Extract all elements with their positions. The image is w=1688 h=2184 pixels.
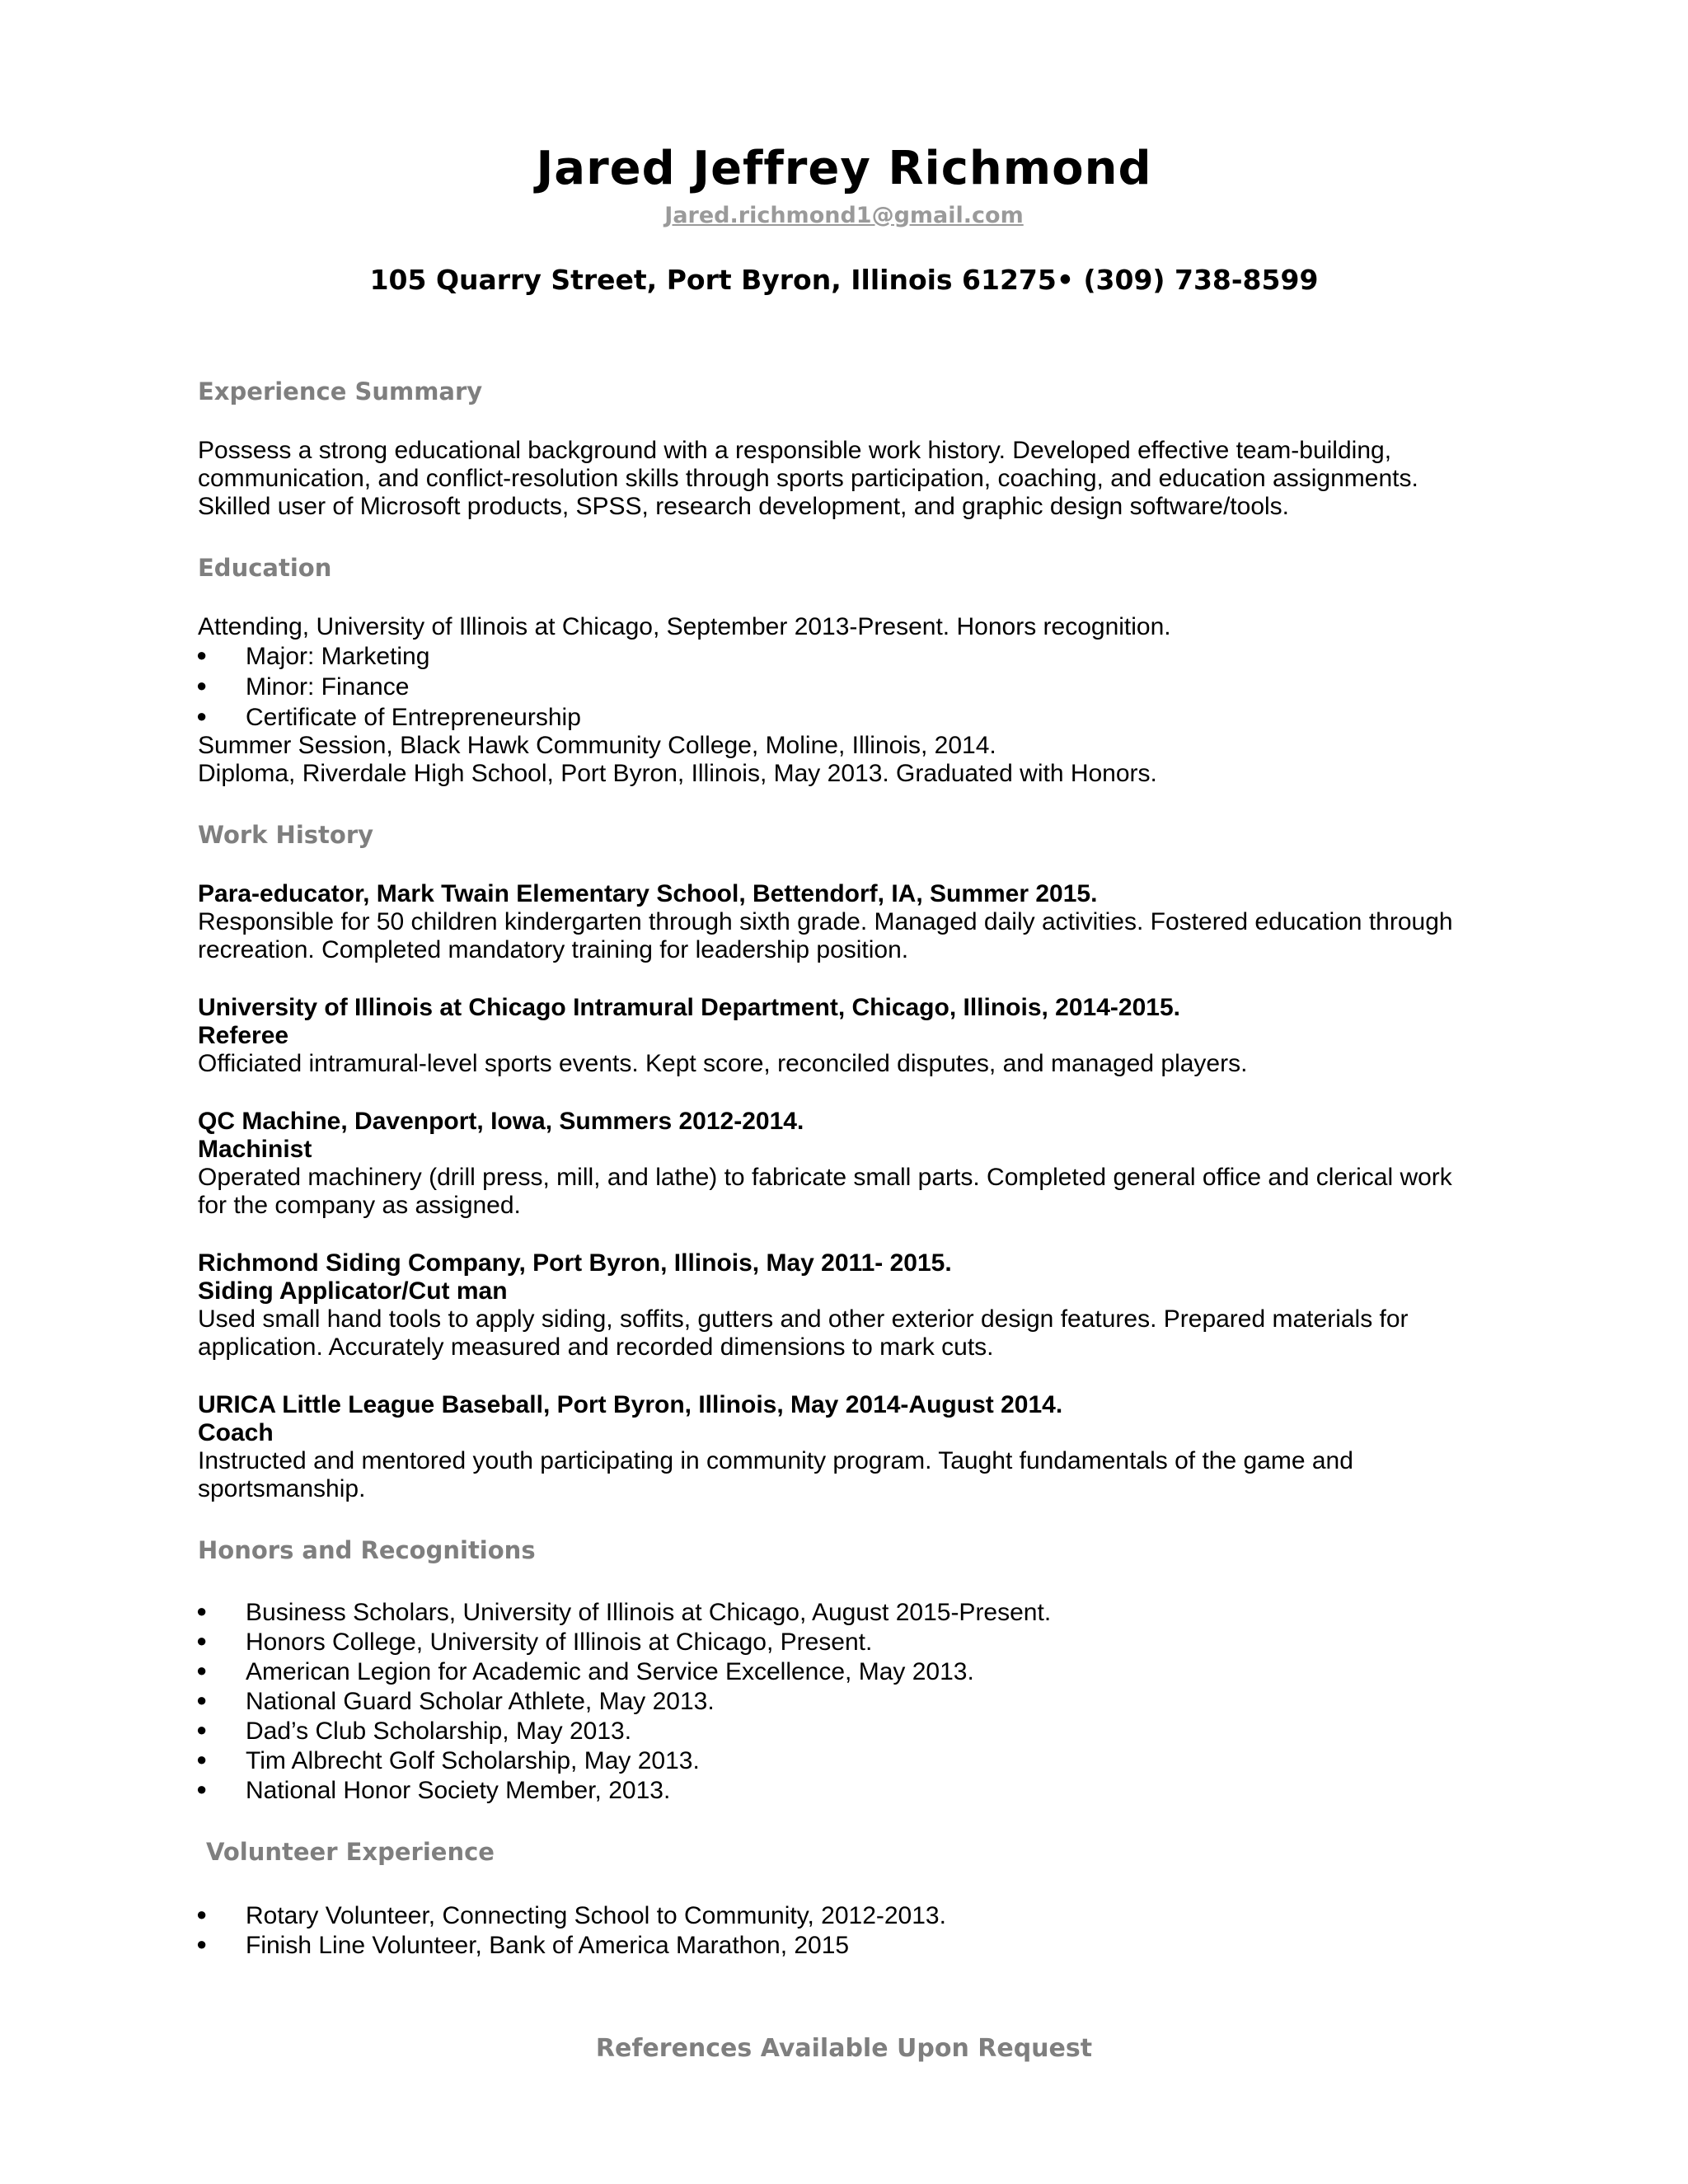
bullet-icon: ● xyxy=(196,1719,208,1740)
job-description: Instructed and mentored youth participating in community program. Taught fundamentals of the game and xyxy=(198,1447,1353,1474)
summary-line-3: Skilled user of Microsoft products, SPSS, research development, and graphic design software/tools. xyxy=(198,493,1289,520)
job-title: University of Illinois at Chicago Intramural Department, Chicago, Illinois, 2014-2015. xyxy=(198,994,1180,1021)
bullet-icon: ● xyxy=(196,1690,208,1710)
volunteer-item: Rotary Volunteer, Connecting School to Community, 2012-2013. xyxy=(246,1902,946,1929)
job-description: for the company as assigned. xyxy=(198,1192,521,1219)
education-bullet-item: Minor: Finance xyxy=(246,673,410,701)
bullet-icon: ● xyxy=(196,1601,208,1621)
volunteer-item: Finish Line Volunteer, Bank of America Marathon, 2015 xyxy=(246,1932,850,1959)
honor-item: National Honor Society Member, 2013. xyxy=(246,1777,671,1804)
summary-line-2: communication, and conflict-resolution skills through sports participation, coaching, and education assignments. xyxy=(198,465,1418,492)
bullet-icon: ● xyxy=(196,1630,208,1651)
address-line: 105 Quarry Street, Port Byron, Illinois 61275• (309) 738-8599 xyxy=(369,264,1319,296)
honor-item: Dad’s Club Scholarship, May 2013. xyxy=(246,1718,632,1745)
honor-item: Business Scholars, University of Illinois at Chicago, August 2015-Present. xyxy=(246,1599,1052,1626)
volunteer-heading: Volunteer Experience xyxy=(206,1838,495,1866)
education-heading: Education xyxy=(198,554,332,582)
education-bullet-item: Major: Marketing xyxy=(246,643,430,670)
candidate-name: Jared Jeffrey Richmond xyxy=(536,142,1152,195)
job-title: QC Machine, Davenport, Iowa, Summers 2012-2014. xyxy=(198,1108,804,1135)
email-link[interactable]: Jared.richmond1@gmail.com xyxy=(664,203,1024,228)
bullet-icon: ● xyxy=(196,644,208,665)
job-role: Referee xyxy=(198,1022,289,1049)
job-description: Officiated intramural-level sports events. Kept score, reconciled disputes, and managed players. xyxy=(198,1050,1248,1077)
education-summer: Summer Session, Black Hawk Community College, Moline, Illinois, 2014. xyxy=(198,732,996,759)
education-bullet-item: Certificate of Entrepreneurship xyxy=(246,704,581,731)
job-role: Siding Applicator/Cut man xyxy=(198,1277,508,1305)
job-role: Coach xyxy=(198,1419,274,1446)
bullet-icon: ● xyxy=(196,705,208,726)
summary-heading: Experience Summary xyxy=(198,377,483,405)
honor-item: Tim Albrecht Golf Scholarship, May 2013. xyxy=(246,1747,700,1774)
work-heading: Work History xyxy=(198,821,374,849)
job-description: Responsible for 50 children kindergarten through sixth grade. Managed daily activities. Fostered education through xyxy=(198,908,1453,935)
honors-heading: Honors and Recognitions xyxy=(198,1536,536,1564)
bullet-icon: ● xyxy=(196,1660,208,1680)
education-diploma: Diploma, Riverdale High School, Port Byron, Illinois, May 2013. Graduated with Honors. xyxy=(198,760,1157,787)
bullet-icon: ● xyxy=(196,1904,208,1924)
job-title: Para-educator, Mark Twain Elementary School, Bettendorf, IA, Summer 2015. xyxy=(198,880,1098,907)
bullet-icon: ● xyxy=(196,675,208,696)
job-description: recreation. Completed mandatory training for leadership position. xyxy=(198,936,909,963)
honor-item: Honors College, University of Illinois at Chicago, Present. xyxy=(246,1629,873,1656)
job-title: URICA Little League Baseball, Port Byron, Illinois, May 2014-August 2014. xyxy=(198,1391,1063,1418)
honor-item: National Guard Scholar Athlete, May 2013. xyxy=(246,1688,715,1715)
bullet-icon: ● xyxy=(196,1779,208,1799)
summary-line-1: Possess a strong educational background with a responsible work history. Developed effective team-building, xyxy=(198,437,1392,464)
references-footer: References Available Upon Request xyxy=(595,2034,1093,2063)
job-description: application. Accurately measured and recorded dimensions to mark cuts. xyxy=(198,1333,994,1361)
job-description: Used small hand tools to apply siding, soffits, gutters and other exterior design features. Prepared materials for xyxy=(198,1305,1409,1333)
job-description: Operated machinery (drill press, mill, and lathe) to fabricate small parts. Completed general office and clerical work xyxy=(198,1164,1452,1191)
job-role: Machinist xyxy=(198,1136,312,1163)
education-attending: Attending, University of Illinois at Chicago, September 2013-Present. Honors recognition. xyxy=(198,613,1171,640)
bullet-icon: ● xyxy=(196,1933,208,1954)
honor-item: American Legion for Academic and Service Excellence, May 2013. xyxy=(246,1658,974,1685)
job-title: Richmond Siding Company, Port Byron, Illinois, May 2011- 2015. xyxy=(198,1249,952,1277)
job-description: sportsmanship. xyxy=(198,1475,366,1502)
bullet-icon: ● xyxy=(196,1749,208,1769)
